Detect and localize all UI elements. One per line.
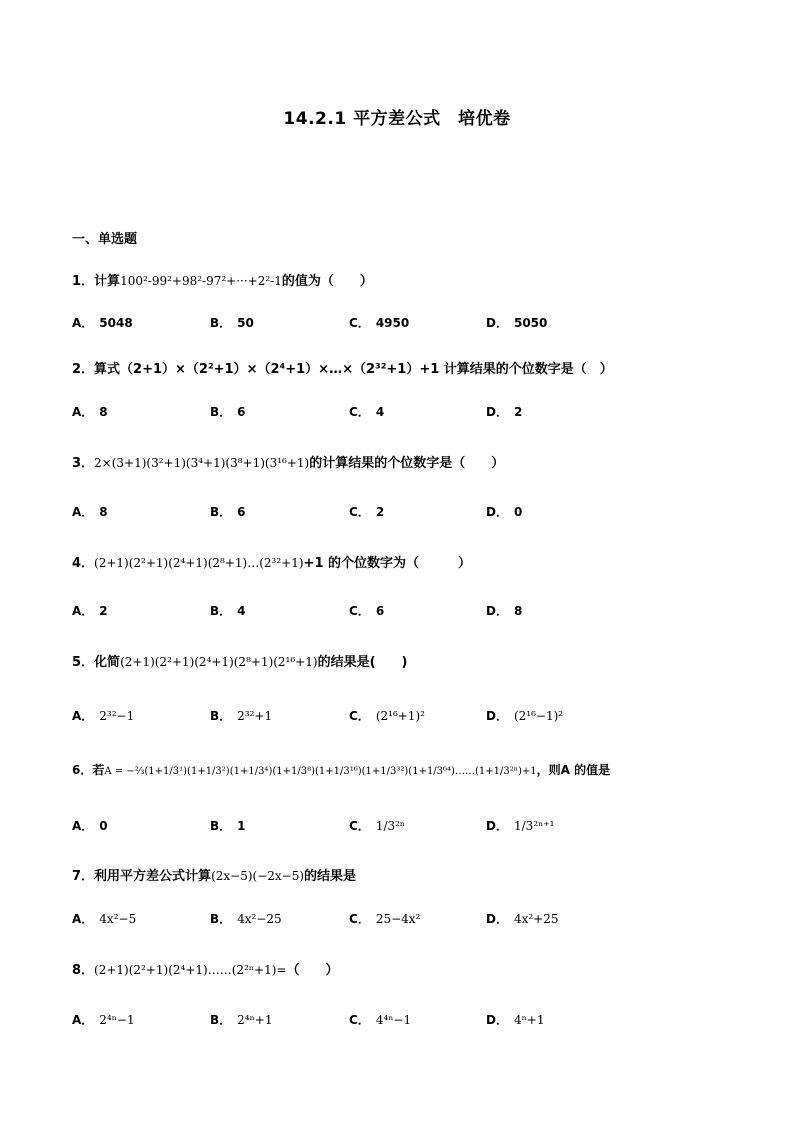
options-1 (72, 314, 732, 334)
question-text: 计算 (94, 274, 121, 289)
question-number: 5． (72, 655, 95, 670)
question-number: 3． (72, 456, 95, 471)
option-d[interactable]: D． 0 (486, 505, 523, 519)
question-8 (72, 959, 339, 978)
option-c[interactable]: C． 4⁴ⁿ−1 (349, 1013, 412, 1027)
options-4 (72, 602, 732, 622)
question-text: 利用平方差公式计算 (94, 869, 212, 884)
question-formula: 100²-99²+98²-97²+···+2²-1 (120, 274, 282, 288)
option-a[interactable]: A． 2 (72, 604, 108, 618)
question-text-tail: 的值为（ ） (281, 274, 373, 289)
question-number: 2． (72, 362, 95, 377)
option-a[interactable]: A． 4x²−5 (72, 912, 137, 926)
question-formula: (2+1)(2²+1)(2⁴+1)(2⁸+1)(2¹⁶+1) (120, 655, 318, 669)
question-formula: (2+1)(2²+1)(2⁴+1)(2⁸+1)…(2³²+1) (94, 556, 304, 570)
option-d[interactable]: D． (2¹⁶−1)² (486, 709, 564, 723)
option-c[interactable]: C． 25−4x² (349, 912, 421, 926)
option-b[interactable]: B． 2⁴ⁿ+1 (210, 1013, 273, 1027)
options-5 (72, 707, 732, 727)
option-c[interactable]: C． (2¹⁶+1)² (349, 709, 425, 723)
question-formula: 2×(3+1)(3²+1)(3⁴+1)(3⁸+1)(3¹⁶+1) (94, 456, 310, 470)
option-c[interactable]: C． 2 (349, 505, 385, 519)
options-3 (72, 503, 732, 523)
option-a[interactable]: A． 8 (72, 505, 108, 519)
question-7 (72, 865, 356, 884)
option-a[interactable]: A． 5048 (72, 316, 133, 330)
option-b[interactable]: B． 6 (210, 405, 246, 419)
option-a[interactable]: A． 0 (72, 819, 108, 833)
question-text: 化简 (94, 655, 121, 670)
question-text-tail: 的结果是 (304, 869, 357, 884)
option-b[interactable]: B． 4x²−25 (210, 912, 282, 926)
question-text-tail: 的计算结果的个位数字是（ ） (309, 456, 505, 471)
option-d[interactable]: D． 5050 (486, 316, 548, 330)
option-d[interactable]: D． 4ⁿ+1 (486, 1013, 545, 1027)
option-a[interactable]: A． 8 (72, 405, 108, 419)
question-formula: (2x−5)(−2x−5) (211, 869, 305, 883)
question-number: 8． (72, 963, 95, 978)
option-b[interactable]: B． 2³²+1 (210, 709, 273, 723)
section-heading: 一、单选题 (72, 232, 138, 247)
question-6 (72, 761, 610, 778)
question-2 (72, 358, 613, 377)
question-4 (72, 552, 471, 571)
question-text-tail: （ ） (286, 963, 339, 978)
option-a[interactable]: A． 2³²−1 (72, 709, 135, 723)
option-b[interactable]: B． 50 (210, 316, 254, 330)
options-7 (72, 910, 732, 930)
options-6 (72, 817, 732, 837)
option-d[interactable]: D． 2 (486, 405, 523, 419)
option-c[interactable]: C． 4 (349, 405, 385, 419)
option-c[interactable]: C． 4950 (349, 316, 410, 330)
options-8 (72, 1011, 732, 1031)
option-c[interactable]: C． 1/3²ⁿ (349, 819, 406, 833)
question-5 (72, 651, 407, 670)
question-number: 4． (72, 556, 95, 571)
question-1 (72, 270, 373, 289)
question-number: 1． (72, 274, 95, 289)
options-2 (72, 403, 732, 423)
question-text: 算式（2+1）×（2²+1）×（2⁴+1）×…×（2³²+1）+1 计算结果的个位数字是（ ） (94, 362, 613, 377)
question-3 (72, 452, 504, 471)
question-text-tail: +1 的个位数字为（ ） (303, 556, 472, 571)
option-d[interactable]: D． 8 (486, 604, 523, 618)
question-formula: A = −⅔(1+1/3¹)(1+1/3²)(1+1/3⁴)(1+1/3⁸)(1+1/3¹⁶)(1+1/3³²)(1+1/3⁶⁴)……(1+1/3²ⁿ)+1 (104, 766, 537, 777)
option-b[interactable]: B． 6 (210, 505, 246, 519)
question-text-tail: 的结果是( ) (317, 655, 408, 670)
option-c[interactable]: C． 6 (349, 604, 385, 618)
question-number: 7． (72, 869, 95, 884)
option-b[interactable]: B． 1 (210, 819, 246, 833)
option-b[interactable]: B． 4 (210, 604, 246, 618)
question-text: 若 (92, 763, 105, 777)
question-number: 6． (72, 763, 93, 777)
option-a[interactable]: A． 2⁴ⁿ−1 (72, 1013, 135, 1027)
question-formula: (2+1)(2²+1)(2⁴+1)……(2²ⁿ+1)= (94, 963, 287, 977)
page-title: 14.2.1 平方差公式 培优卷 (283, 109, 511, 129)
question-text-tail: ，则A 的值是 (536, 763, 611, 777)
option-d[interactable]: D． 4x²+25 (486, 912, 559, 926)
option-d[interactable]: D． 1/3²ⁿ⁺¹ (486, 819, 555, 833)
